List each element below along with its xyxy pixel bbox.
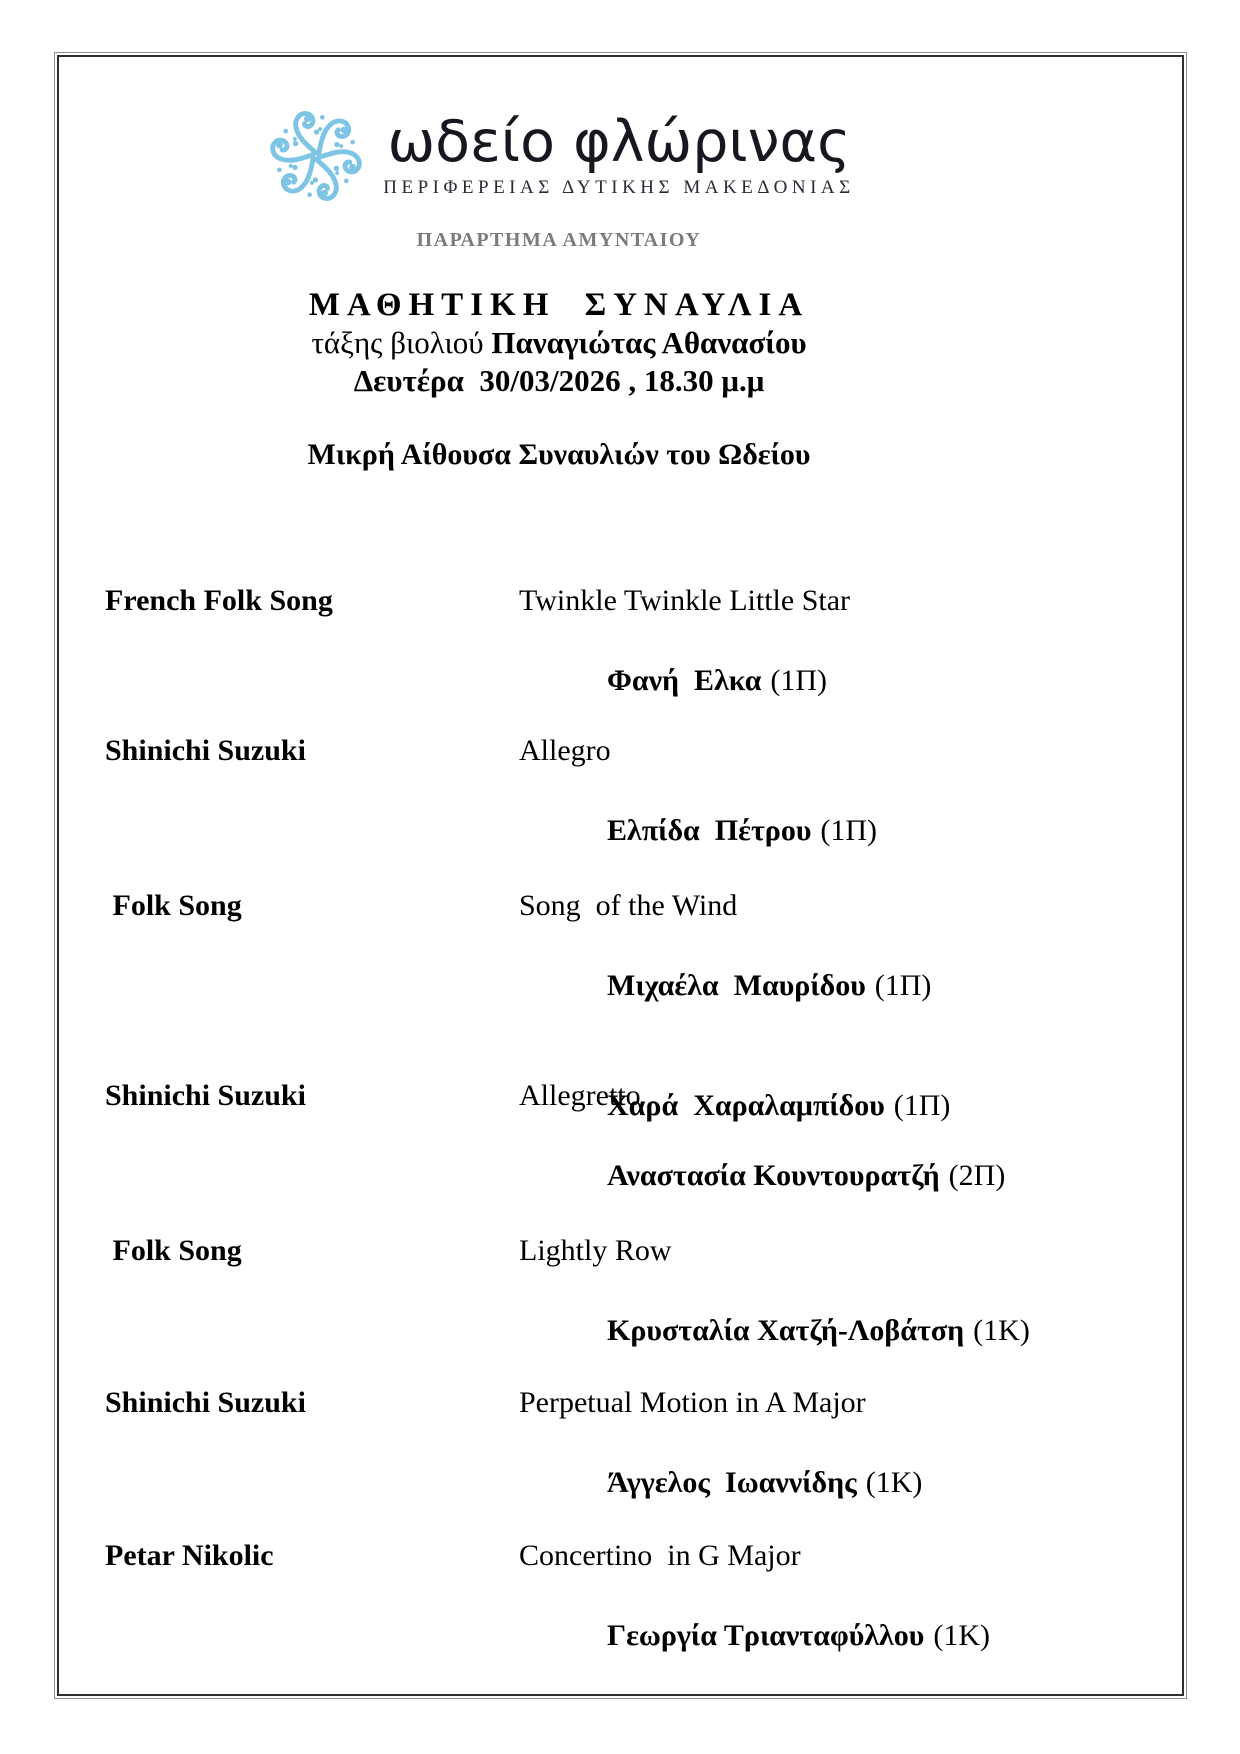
venue: Μικρή Αίθουσα Συναυλιών του Ωδείου [307,438,811,471]
piece-block [519,581,850,741]
composer: French Folk Song [105,584,333,617]
performer-name: Κρυσταλία Χατζή-Λοβάτση [607,1314,965,1347]
composer: Petar Nikolic [105,1539,274,1572]
performer-grade: (1Κ) [865,1466,923,1499]
piece-block [519,1076,1005,1236]
composer: Shinichi Suzuki [105,1079,306,1112]
performer-name: Μιχαέλα Μαυρίδου [607,969,866,1002]
piece-title: Allegretto [519,1079,641,1112]
piece-title: Song of the Wind [519,889,738,922]
performer-grade: (1Π) [874,969,932,1002]
date-time: Δευτέρα 30/03/2026 , 18.30 μ.μ [353,363,765,398]
performer-name: Φανή Ελκα [607,664,762,697]
performer-line [519,1576,990,1696]
performer-grade: (1Π) [820,814,878,847]
performer-grade: (1Κ) [933,1619,990,1652]
performer-line [519,1271,1030,1391]
piece-block [519,731,877,891]
performer-line [519,1116,1005,1236]
composer: Folk Song [105,889,242,922]
performer-name: Ελπίδα Πέτρου [607,814,812,847]
performer-grade: (2Π) [948,1159,1006,1192]
performer-line [519,1423,922,1543]
performer-name: Άγγελος Ιωαννίδης [607,1466,857,1499]
piece-title: Twinkle Twinkle Little Star [519,584,851,617]
branch-line: ΠΑΡΑΡΤΗΜΑ ΑΜΥΝΤΑΙΟΥ [416,229,702,251]
composer: Shinichi Suzuki [105,1386,306,1419]
piece-title: Perpetual Motion in A Major [519,1386,866,1419]
performer-name: Αναστασία Κουντουρατζή [607,1159,940,1192]
piece-block [519,1383,922,1543]
composer: Shinichi Suzuki [105,734,306,767]
composer: Folk Song [105,1234,242,1267]
performer-line [519,621,850,741]
concert-title: ΜΑΘΗΤΙΚΗ ΣΥΝΑΥΛΙΑ [308,287,810,323]
logo-text [383,108,855,200]
piece-title: Lightly Row [519,1234,672,1267]
conservatory-region: ΠΕΡΙΦΕΡΕΙΑΣ ΔΥΤΙΚΗΣ ΜΑΚΕΔΟΝΙΑΣ [383,177,855,199]
teacher-name: Παναγιώτας Αθανασίου [491,325,807,360]
logo [59,103,1059,209]
piece-block [519,1231,1030,1391]
conservatory-name: ωδείο φλώρινας [387,108,851,175]
piece-title: Concertino in G Major [519,1539,801,1572]
performer-line [519,926,950,1046]
class-line [59,325,1059,361]
piece-block [519,1536,990,1696]
performer-name: Χαρά Χαραλαμπίδου [607,1089,885,1122]
performer-grade: (1Π) [770,664,827,697]
performer-grade: (1Π) [893,1089,951,1122]
swirl-rosette-icon [263,103,369,209]
page-border [57,55,1184,1696]
class-prefix: τάξης βιολιού [311,325,492,360]
performer-name: Γεωργία Τριανταφύλλου [607,1619,925,1652]
performer-grade: (1Κ) [973,1314,1030,1347]
piece-title: Allegro [519,734,611,767]
performer-line [519,771,877,891]
